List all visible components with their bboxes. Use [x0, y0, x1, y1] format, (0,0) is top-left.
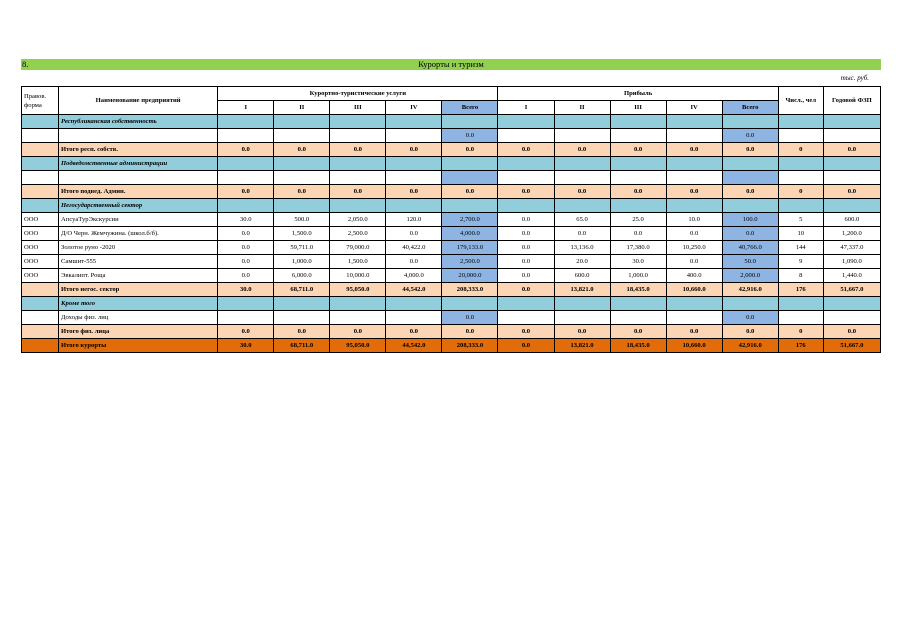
section-row [22, 115, 881, 129]
svc-q1-cell: 0.0 [218, 227, 274, 241]
svc-q3-cell: 95,050.0 [330, 283, 386, 297]
prf-q2-cell: 600.0 [554, 269, 610, 283]
empty-cell [498, 297, 554, 311]
svc-q2-cell: 500.0 [274, 213, 330, 227]
prf-total-cell: 0.0 [722, 185, 778, 199]
section-number: 8. [22, 59, 29, 69]
svc-q3-cell: 0.0 [330, 185, 386, 199]
empty-cell [610, 297, 666, 311]
unit-label: тыс. руб. [840, 74, 869, 82]
empty-cell [274, 157, 330, 171]
empty-cell [22, 115, 59, 129]
empty-cell [666, 157, 722, 171]
empty-cell [778, 199, 823, 213]
empty-cell [386, 171, 442, 185]
empty-cell [218, 311, 274, 325]
svc-total-cell: 0.0 [442, 311, 498, 325]
empty-cell [666, 171, 722, 185]
header-services: Курортно-туристические услуги [218, 87, 498, 101]
empty-cell [274, 171, 330, 185]
svc-q1-cell: 30.0 [218, 339, 274, 353]
legal-form-cell: ООО [22, 213, 59, 227]
empty-cell [498, 311, 554, 325]
empty-cell [22, 311, 59, 325]
svc-total-cell: 2,500.0 [442, 255, 498, 269]
employees-cell: 0 [778, 185, 823, 199]
row-name: Итого курорты [59, 339, 218, 353]
section-title-bar [21, 59, 881, 70]
svc-q1-cell: 0.0 [218, 143, 274, 157]
subtotal-row [22, 143, 881, 157]
svc-q4-cell: 0.0 [386, 255, 442, 269]
empty-cell [554, 157, 610, 171]
empty-cell [823, 157, 880, 171]
svc-q4-cell: 4,000.0 [386, 269, 442, 283]
row-name: АпсуаТурЭкскурсии [59, 213, 218, 227]
legal-form-cell [22, 339, 59, 353]
employees-cell: 5 [778, 213, 823, 227]
empty-cell [722, 115, 778, 129]
row-name: Золотое руно -2020 [59, 241, 218, 255]
prf-q1-cell: 0.0 [498, 255, 554, 269]
empty-cell [218, 199, 274, 213]
payroll-cell: 600.0 [823, 213, 880, 227]
subtotal-row [22, 185, 881, 199]
empty-cell [666, 199, 722, 213]
svc-total-cell: 179,133.0 [442, 241, 498, 255]
svc-total-cell: 0.0 [442, 129, 498, 143]
subtotal-row [22, 325, 881, 339]
empty-cell [442, 199, 498, 213]
svc-q4-cell: 44,542.0 [386, 339, 442, 353]
header-prf-q4: IV [666, 101, 722, 115]
empty-cell [218, 129, 274, 143]
empty-cell [610, 311, 666, 325]
prf-q4-cell: 0.0 [666, 227, 722, 241]
empty-cell [498, 171, 554, 185]
svc-q2-cell: 0.0 [274, 185, 330, 199]
table-row [22, 213, 881, 227]
svc-q2-cell: 1,000.0 [274, 255, 330, 269]
prf-total-cell: 100.0 [722, 213, 778, 227]
prf-q2-cell: 0.0 [554, 143, 610, 157]
table-row [22, 269, 881, 283]
prf-q4-cell: 0.0 [666, 325, 722, 339]
row-name: Д/О Черн. Жемчужина. (школ.б/б). [59, 227, 218, 241]
empty-cell [274, 129, 330, 143]
svc-q4-cell: 0.0 [386, 185, 442, 199]
empty-cell [386, 297, 442, 311]
empty-cell [823, 171, 880, 185]
prf-total-cell: 0.0 [722, 129, 778, 143]
prf-q4-cell: 400.0 [666, 269, 722, 283]
table-row [22, 241, 881, 255]
svc-q2-cell: 59,711.0 [274, 241, 330, 255]
row-name: Итого негос. сектор [59, 283, 218, 297]
prf-q3-cell: 0.0 [610, 325, 666, 339]
empty-cell [610, 129, 666, 143]
header-svc-q3: III [330, 101, 386, 115]
header-prf-q3: III [610, 101, 666, 115]
subtotal-row [22, 283, 881, 297]
svc-q4-cell: 40,422.0 [386, 241, 442, 255]
empty-cell [330, 311, 386, 325]
header-svc-total: Всего [442, 101, 498, 115]
prf-q3-cell: 18,435.0 [610, 339, 666, 353]
prf-q4-cell: 0.0 [666, 185, 722, 199]
svc-q3-cell: 2,050.0 [330, 213, 386, 227]
prf-q1-cell: 0.0 [498, 185, 554, 199]
empty-cell [498, 157, 554, 171]
empty-cell [218, 157, 274, 171]
empty-cell [22, 129, 59, 143]
svc-q2-cell: 0.0 [274, 143, 330, 157]
payroll-cell: 1,440.0 [823, 269, 880, 283]
empty-cell [722, 297, 778, 311]
header-prf-q1: I [498, 101, 554, 115]
empty-cell [823, 129, 880, 143]
payroll-cell: 1,090.0 [823, 255, 880, 269]
prf-total-cell: 40,766.0 [722, 241, 778, 255]
empty-cell [554, 129, 610, 143]
empty-cell [823, 311, 880, 325]
svc-q4-cell: 0.0 [386, 143, 442, 157]
payroll-cell: 0.0 [823, 325, 880, 339]
empty-cell [386, 157, 442, 171]
resorts-table [21, 86, 881, 353]
svc-total-cell: 4,000.0 [442, 227, 498, 241]
prf-q1-cell: 0.0 [498, 283, 554, 297]
prf-q4-cell: 10,660.0 [666, 283, 722, 297]
table-body [22, 115, 881, 353]
empty-cell [666, 297, 722, 311]
prf-q2-cell: 0.0 [554, 227, 610, 241]
svc-q4-cell: 0.0 [386, 227, 442, 241]
legal-form-cell: ООО [22, 241, 59, 255]
prf-q1-cell: 0.0 [498, 241, 554, 255]
svc-total-cell: 208,333.0 [442, 283, 498, 297]
empty-cell [722, 199, 778, 213]
income-row [22, 311, 881, 325]
empty-cell [386, 129, 442, 143]
empty-cell [330, 157, 386, 171]
prf-q4-cell: 0.0 [666, 143, 722, 157]
prf-q4-cell: 10.0 [666, 213, 722, 227]
header-prf-total: Всего [722, 101, 778, 115]
svc-q2-cell: 0.0 [274, 325, 330, 339]
empty-cell [778, 157, 823, 171]
empty-cell [22, 157, 59, 171]
empty-cell [666, 129, 722, 143]
employees-cell: 176 [778, 283, 823, 297]
prf-q3-cell: 0.0 [610, 185, 666, 199]
svc-q3-cell: 0.0 [330, 143, 386, 157]
legal-form-cell: ООО [22, 255, 59, 269]
section-row [22, 157, 881, 171]
empty-cell [666, 311, 722, 325]
legal-form-cell [22, 185, 59, 199]
employees-cell: 0 [778, 325, 823, 339]
empty-cell [274, 115, 330, 129]
empty-cell [330, 171, 386, 185]
empty-cell [22, 171, 59, 185]
header-svc-q1: I [218, 101, 274, 115]
empty-cell [610, 171, 666, 185]
svc-q3-cell: 79,000.0 [330, 241, 386, 255]
empty-cell [386, 311, 442, 325]
svc-q3-cell: 1,500.0 [330, 255, 386, 269]
payroll-cell: 47,337.0 [823, 241, 880, 255]
prf-q3-cell: 25.0 [610, 213, 666, 227]
empty-cell [59, 129, 218, 143]
header-legal-form: Правов. форма [22, 87, 59, 115]
prf-total-cell: 2,000.0 [722, 269, 778, 283]
empty-cell [330, 115, 386, 129]
empty-cell [218, 297, 274, 311]
prf-q3-cell: 0.0 [610, 143, 666, 157]
empty-cell [610, 199, 666, 213]
header-svc-q2: II [274, 101, 330, 115]
prf-q1-cell: 0.0 [498, 227, 554, 241]
svc-q2-cell: 1,500.0 [274, 227, 330, 241]
svc-q1-cell: 0.0 [218, 269, 274, 283]
payroll-cell: 51,667.0 [823, 339, 880, 353]
prf-q2-cell: 13,821.0 [554, 283, 610, 297]
prf-q4-cell: 0.0 [666, 255, 722, 269]
legal-form-cell [22, 325, 59, 339]
prf-q1-cell: 0.0 [498, 339, 554, 353]
empty-cell [498, 199, 554, 213]
empty-cell [442, 297, 498, 311]
prf-q2-cell: 13,136.0 [554, 241, 610, 255]
svc-q1-cell: 0.0 [218, 241, 274, 255]
prf-total-cell: 0.0 [722, 325, 778, 339]
empty-cell [330, 199, 386, 213]
prf-q3-cell: 30.0 [610, 255, 666, 269]
svc-q3-cell: 10,000.0 [330, 269, 386, 283]
empty-cell [498, 115, 554, 129]
row-name: Итого подвед. Админ. [59, 185, 218, 199]
prf-q1-cell: 0.0 [498, 143, 554, 157]
svc-q1-cell: 30.0 [218, 283, 274, 297]
prf-q3-cell: 17,380.0 [610, 241, 666, 255]
header-employees: Числ., чел [778, 87, 823, 115]
empty-cell [666, 115, 722, 129]
svc-q1-cell: 0.0 [218, 325, 274, 339]
empty-cell [330, 297, 386, 311]
prf-total-cell: 0.0 [722, 227, 778, 241]
row-name: Эвкалипт. Роща [59, 269, 218, 283]
svc-q4-cell: 44,542.0 [386, 283, 442, 297]
svc-total-cell: 0.0 [442, 185, 498, 199]
prf-q2-cell: 0.0 [554, 185, 610, 199]
empty-cell [823, 199, 880, 213]
empty-cell [778, 297, 823, 311]
prf-total-cell: 0.0 [722, 143, 778, 157]
prf-q3-cell: 0.0 [610, 227, 666, 241]
empty-cell [498, 129, 554, 143]
section-name: Подведомственные администрации [59, 157, 218, 171]
payroll-cell: 0.0 [823, 185, 880, 199]
section-name: Негосударственный сектор [59, 199, 218, 213]
empty-cell [554, 199, 610, 213]
employees-cell: 10 [778, 227, 823, 241]
empty-cell [554, 311, 610, 325]
svc-total-cell: 208,333.0 [442, 339, 498, 353]
row-name: Самшит-555 [59, 255, 218, 269]
prf-q4-cell: 10,250.0 [666, 241, 722, 255]
svc-q2-cell: 68,711.0 [274, 283, 330, 297]
section-name: Республиканская собственность [59, 115, 218, 129]
empty-cell [218, 171, 274, 185]
section-row [22, 199, 881, 213]
prf-q1-cell: 0.0 [498, 213, 554, 227]
grand-total-row [22, 339, 881, 353]
empty-cell [554, 115, 610, 129]
prf-total-cell: 0.0 [722, 311, 778, 325]
empty-cell [59, 171, 218, 185]
section-row [22, 297, 881, 311]
prf-q2-cell: 13,821.0 [554, 339, 610, 353]
prf-q1-cell: 0.0 [498, 325, 554, 339]
prf-q2-cell: 65.0 [554, 213, 610, 227]
legal-form-cell [22, 283, 59, 297]
blank-row [22, 171, 881, 185]
prf-total-cell [722, 171, 778, 185]
legal-form-cell [22, 143, 59, 157]
svc-total-cell: 0.0 [442, 325, 498, 339]
empty-cell [823, 297, 880, 311]
prf-q1-cell: 0.0 [498, 269, 554, 283]
empty-cell [386, 115, 442, 129]
payroll-cell: 1,200.0 [823, 227, 880, 241]
employees-cell: 144 [778, 241, 823, 255]
empty-cell [778, 115, 823, 129]
prf-q3-cell: 18,435.0 [610, 283, 666, 297]
header-svc-q4: IV [386, 101, 442, 115]
empty-cell [722, 157, 778, 171]
employees-cell: 8 [778, 269, 823, 283]
empty-cell [554, 171, 610, 185]
empty-cell [610, 157, 666, 171]
svc-total-cell: 2,700.0 [442, 213, 498, 227]
empty-cell [330, 129, 386, 143]
empty-cell [386, 199, 442, 213]
prf-q3-cell: 1,000.0 [610, 269, 666, 283]
prf-q2-cell: 20.0 [554, 255, 610, 269]
table-row [22, 227, 881, 241]
header-enterprise: Наименование предприятий [59, 87, 218, 115]
legal-form-cell: ООО [22, 227, 59, 241]
payroll-cell: 51,667.0 [823, 283, 880, 297]
employees-cell: 176 [778, 339, 823, 353]
blank-row [22, 129, 881, 143]
empty-cell [442, 115, 498, 129]
header-payroll: Годовой ФЗП [823, 87, 880, 115]
payroll-cell: 0.0 [823, 143, 880, 157]
empty-cell [274, 297, 330, 311]
prf-total-cell: 42,916.0 [722, 339, 778, 353]
prf-total-cell: 42,916.0 [722, 283, 778, 297]
row-name: Итого физ. лица [59, 325, 218, 339]
empty-cell [554, 297, 610, 311]
empty-cell [778, 129, 823, 143]
employees-cell: 9 [778, 255, 823, 269]
section-name: Кроме того [59, 297, 218, 311]
svc-q3-cell: 95,050.0 [330, 339, 386, 353]
empty-cell [778, 311, 823, 325]
row-name: Доходы физ. лиц [59, 311, 218, 325]
svc-q4-cell: 120.0 [386, 213, 442, 227]
prf-q4-cell: 10,660.0 [666, 339, 722, 353]
empty-cell [274, 199, 330, 213]
svc-q2-cell: 6,000.0 [274, 269, 330, 283]
legal-form-cell: ООО [22, 269, 59, 283]
svc-total-cell [442, 171, 498, 185]
svc-q3-cell: 2,500.0 [330, 227, 386, 241]
employees-cell: 0 [778, 143, 823, 157]
empty-cell [22, 297, 59, 311]
prf-total-cell: 50.0 [722, 255, 778, 269]
empty-cell [218, 115, 274, 129]
empty-cell [22, 199, 59, 213]
section-title: Курорты и туризм [418, 59, 484, 69]
svc-q1-cell: 30.0 [218, 213, 274, 227]
empty-cell [778, 171, 823, 185]
empty-cell [274, 311, 330, 325]
row-name: Итого респ. собств. [59, 143, 218, 157]
table-row [22, 255, 881, 269]
empty-cell [610, 115, 666, 129]
empty-cell [823, 115, 880, 129]
svc-q1-cell: 0.0 [218, 185, 274, 199]
svc-q1-cell: 0.0 [218, 255, 274, 269]
prf-q2-cell: 0.0 [554, 325, 610, 339]
svc-total-cell: 20,000.0 [442, 269, 498, 283]
header-prf-q2: II [554, 101, 610, 115]
svc-q4-cell: 0.0 [386, 325, 442, 339]
svc-q3-cell: 0.0 [330, 325, 386, 339]
header-profit: Прибыль [498, 87, 778, 101]
svc-q2-cell: 68,711.0 [274, 339, 330, 353]
svc-total-cell: 0.0 [442, 143, 498, 157]
empty-cell [442, 157, 498, 171]
